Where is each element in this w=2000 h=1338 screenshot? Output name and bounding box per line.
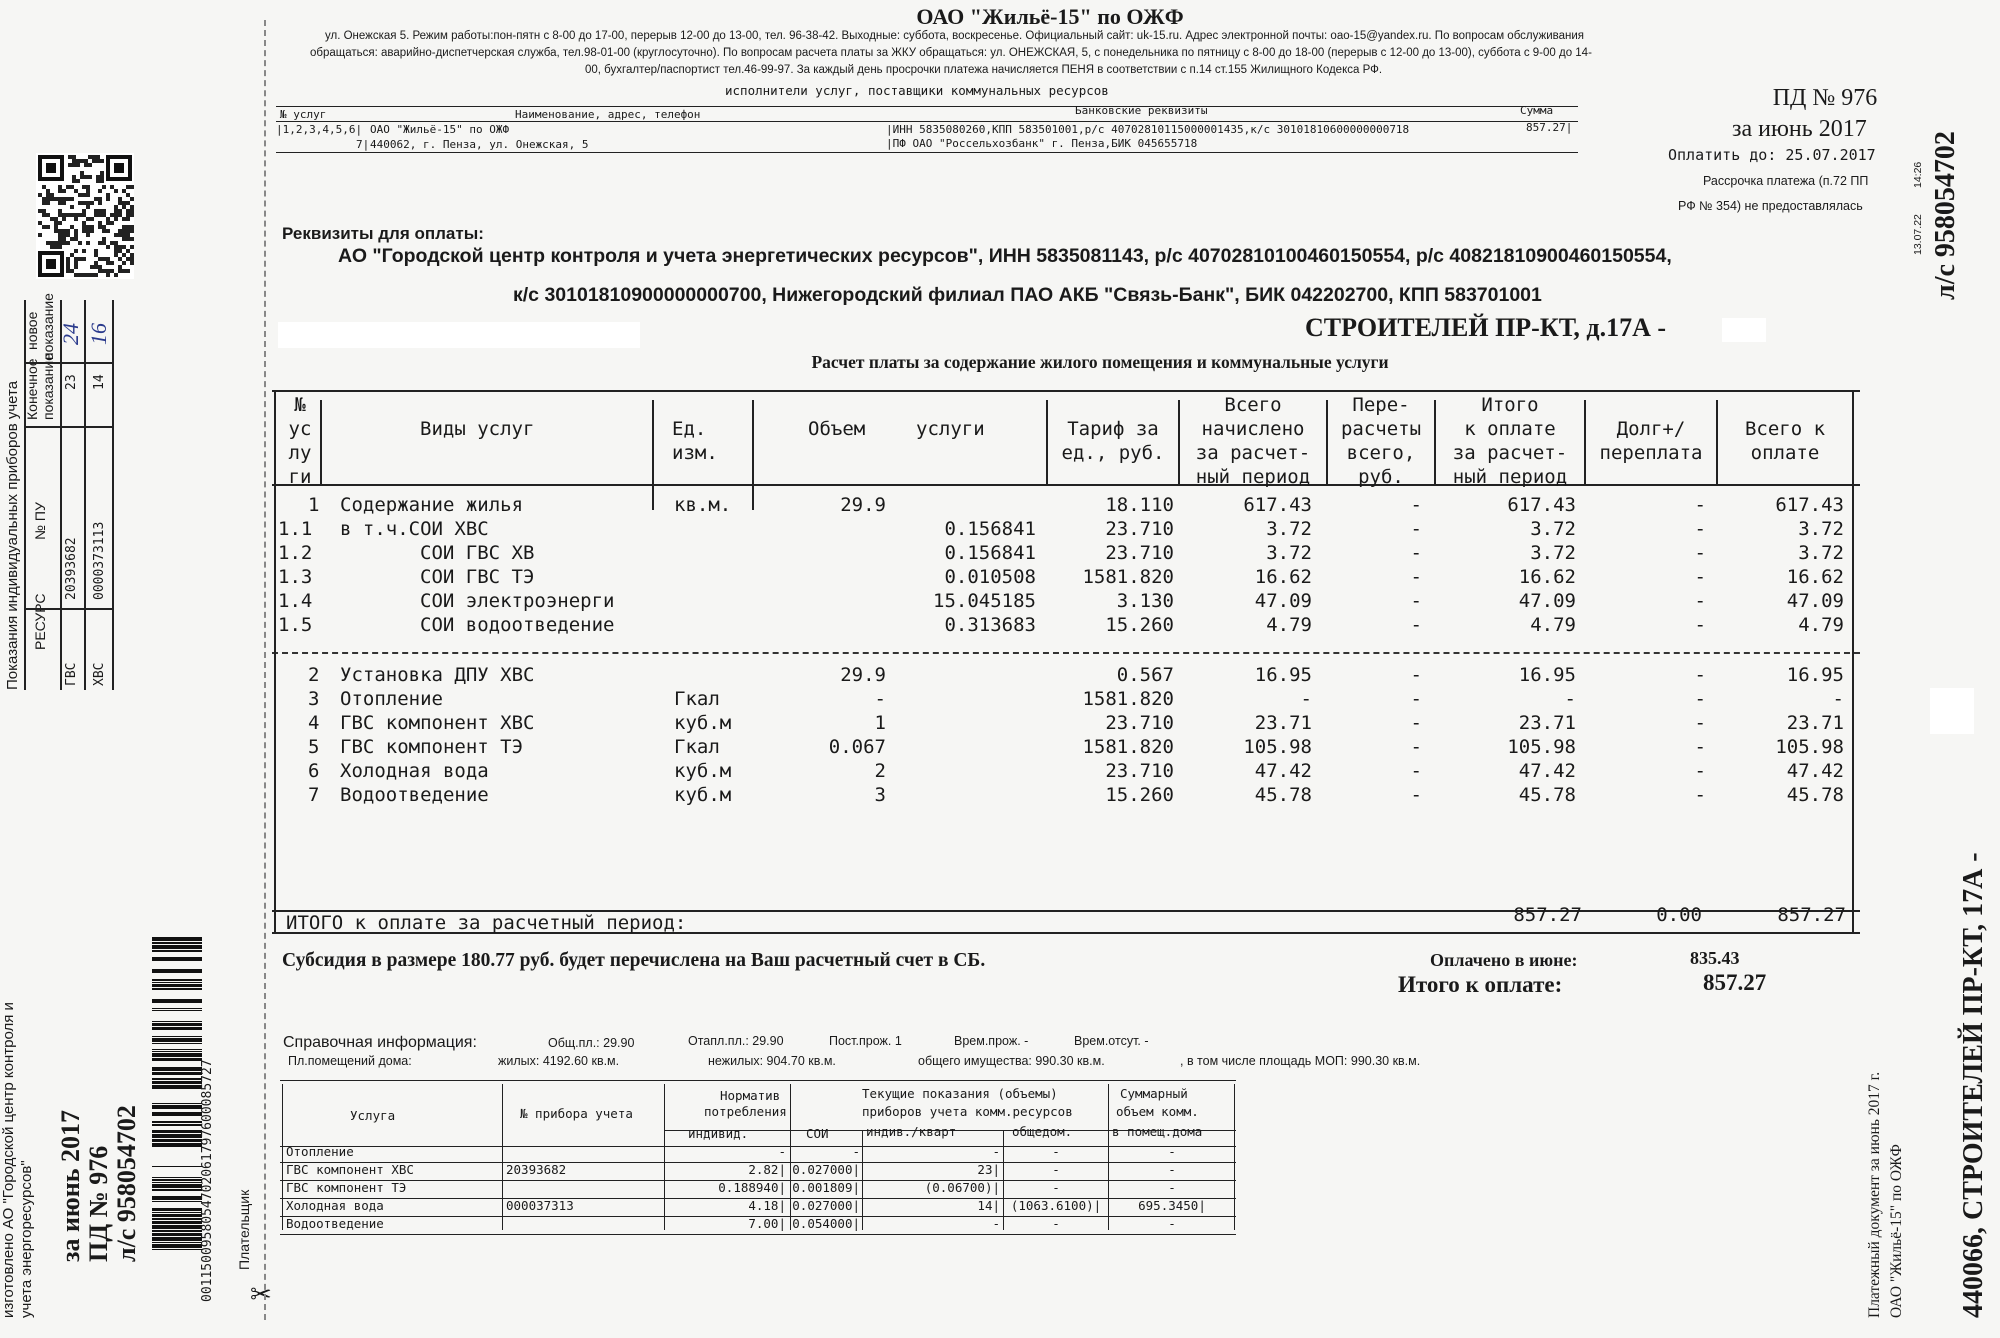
table-row-recalc: - [1410, 784, 1422, 806]
redaction-name [278, 322, 640, 348]
table-row-total: 23.71 [1518, 712, 1576, 734]
installment-line2: РФ № 354) не предоставлялась [1678, 199, 1863, 213]
table-row-accrued: 16.95 [1254, 664, 1312, 686]
meters-h-cur-house: общедом. [1012, 1124, 1073, 1139]
table-row-topay: 16.62 [1786, 566, 1844, 588]
table-row-vol: 29.9 [840, 664, 886, 686]
col-header-tariff: ед., руб. [1061, 442, 1165, 464]
table-row-debt: - [1694, 566, 1706, 588]
table-row-tariff: 0.567 [1116, 664, 1174, 686]
col-header-debt: Долг+/ [1616, 418, 1686, 440]
barcode-icon [152, 925, 202, 1255]
meters-row-meter: 000037313 [506, 1198, 574, 1213]
table-row-recalc: - [1410, 760, 1422, 782]
table-row-vol: 3 [874, 784, 886, 806]
table-row-name: Водоотведение [340, 784, 489, 806]
table-row-name: Холодная вода [340, 760, 489, 782]
table-row-unit: куб.м [674, 784, 732, 806]
requisites-address: СТРОИТЕЛЕЙ ПР-КТ, д.17А - [1305, 313, 1667, 342]
col-header-accrued: Всего [1224, 394, 1282, 416]
info-l2d: общего имущества: 990.30 кв.м. [918, 1054, 1105, 1068]
coupon-ls: л/с 958054702 [112, 1105, 141, 1262]
meters-row-indiv: 0.188940| [718, 1180, 786, 1195]
table-row-name: в т.ч.СОИ ХВС [340, 518, 489, 540]
col-header-total: за расчет- [1452, 442, 1568, 464]
coupon-r1-final: 23 [64, 374, 79, 390]
coupon-r2-final: 14 [92, 374, 107, 390]
table-row-total: 3.72 [1530, 518, 1576, 540]
meters-row-indiv: 7.00| [748, 1216, 786, 1231]
table-row-total: - [1564, 688, 1576, 710]
table-row-num: 1.3 [278, 566, 313, 588]
prov-h-num: № услуг [280, 108, 327, 121]
table-row-accrued: - [1300, 688, 1312, 710]
prov-h-sum: Сумма [1520, 104, 1554, 117]
table-row-tariff: 23.710 [1105, 542, 1174, 564]
qr-code [36, 153, 134, 279]
info-l1a: Общ.пл.: 29.90 [548, 1036, 635, 1050]
table-row-unit: кв.м. [674, 494, 732, 516]
meters-row-cur: 23| [977, 1162, 1000, 1177]
paid-label: Оплачено в июне: [1430, 950, 1578, 970]
table-row-name: СОИ ГВС ТЭ [420, 566, 535, 588]
coupon-h-final2: показание [40, 353, 56, 420]
col-header-unit: изм. [672, 442, 718, 464]
meters-row-house: - [1052, 1162, 1060, 1177]
col-header-num: лу [288, 442, 312, 464]
col-header-tariff: Тариф за [1067, 418, 1159, 440]
table-row-total: 3.72 [1530, 542, 1576, 564]
right-doc1: Платежный документ за июнь 2017 г. [1866, 1071, 1883, 1318]
meters-row-indiv: 2.82| [748, 1162, 786, 1177]
meters-row-sum: - [1168, 1216, 1176, 1231]
table-row-topay: 3.72 [1798, 542, 1844, 564]
table-row-debt: - [1694, 590, 1706, 612]
right-doc2: ОАО "Жильё-15" по ОЖФ [1888, 1144, 1905, 1318]
requisites-label: Реквизиты для оплаты: [282, 224, 484, 243]
table-row-accrued: 105.98 [1243, 736, 1312, 758]
table-row-topay: - [1832, 688, 1844, 710]
pd-number: ПД № 976 [1772, 85, 1878, 111]
meters-row-cur: 14| [977, 1198, 1000, 1213]
coupon-r1-num: 20393682 [64, 537, 79, 600]
total-topay: 857.27 [1777, 904, 1846, 926]
col-header-unit: Ед. [672, 418, 707, 440]
right-address: 440066, СТРОИТЕЛЕЙ ПР-КТ, 17А - [1958, 852, 1989, 1318]
meters-row-soi: 0.001809| [792, 1180, 860, 1195]
table-row-vol2: 0.156841 [944, 518, 1036, 540]
table-row-accrued: 3.72 [1266, 518, 1312, 540]
table-row-topay: 4.79 [1798, 614, 1844, 636]
table-row-tariff: 15.260 [1105, 784, 1174, 806]
info-label: Справочная информация: [283, 1034, 477, 1051]
calc-title: Расчет платы за содержание жилого помещения и коммунальные услуги [811, 352, 1389, 372]
info-l2a: Пл.помещений дома: [288, 1054, 412, 1068]
col-header-total: ный период [1452, 466, 1568, 488]
table-row-name: Отопление [340, 688, 443, 710]
redaction-right [1930, 688, 1974, 734]
table-row-total: 45.78 [1518, 784, 1576, 806]
meters-row-line [280, 1234, 1236, 1235]
table-row-tariff: 1581.820 [1082, 566, 1174, 588]
col-header-topay: Всего к [1744, 418, 1826, 440]
table-row-num: 1 [308, 494, 320, 516]
table-row-tariff: 18.110 [1105, 494, 1174, 516]
table-row-debt: - [1694, 784, 1706, 806]
pay-by: Оплатить до: 25.07.2017 [1668, 146, 1876, 164]
org-title: ОАО "Жильё-15" по ОЖФ [916, 4, 1184, 29]
barcode [152, 925, 202, 1255]
scissors-icon: ✂ [250, 1280, 272, 1310]
meters-row-sum: - [1168, 1180, 1176, 1195]
info-l1c: Пост.прож. 1 [829, 1034, 902, 1048]
table-row-recalc: - [1410, 664, 1422, 686]
grand-value: 857.27 [1703, 970, 1767, 995]
meters-h-indiv: индивид. [688, 1126, 749, 1141]
total-label: ИТОГО к оплате за расчетный период: [286, 912, 687, 934]
table-row-tariff: 3.130 [1116, 590, 1174, 612]
meters-row-meter: 20393682 [506, 1162, 567, 1177]
total-debt: 0.00 [1656, 904, 1702, 926]
coupon-h-new2: показание [40, 293, 56, 360]
table-row-name: ГВС компонент ХВС [340, 712, 535, 734]
table-row-accrued: 16.62 [1254, 566, 1312, 588]
table-row-vol2: 15.045185 [933, 590, 1036, 612]
meters-h-service: Услуга [350, 1108, 396, 1123]
coupon-r2-num: 0000373113 [92, 521, 107, 600]
coupon-r1-res: ГВС [64, 662, 79, 686]
table-row-debt: - [1694, 494, 1706, 516]
table-row-topay: 3.72 [1798, 518, 1844, 540]
prov-r2-name: 440062, г. Пенза, ул. Онежская, 5 [370, 138, 589, 151]
prov-r2-bank: |ПФ ОАО "Россельхозбанк" г. Пенза,БИК 045655718 [886, 137, 1198, 150]
cut-line [264, 20, 266, 1320]
meters-h-sum: Суммарный [1120, 1086, 1188, 1101]
coupon-r2-res: ХВС [92, 662, 107, 686]
table-row-unit: куб.м [674, 712, 732, 734]
meters-row-house: (1063.6100)| [1010, 1198, 1102, 1213]
header-line3: 00, бухгалтер/паспортист тел.46-99-97. За каждый день просрочки платежа начисляется ПЕНЯ в соответствии с п.14 ст.155 Жилищного Кодекса РФ. [585, 64, 1383, 76]
table-row-total: 16.62 [1518, 566, 1576, 588]
subsidy-note: Субсидия в размере 180.77 руб. будет перечислена на Ваш расчетный счет в СБ. [282, 950, 986, 971]
col-header-debt: переплата [1599, 442, 1703, 464]
meters-row-service: Водоотведение [286, 1216, 384, 1231]
table-row-vol: 2 [874, 760, 886, 782]
table-row-tariff: 1581.820 [1082, 736, 1174, 758]
table-row-total: 105.98 [1507, 736, 1576, 758]
table-row-vol: - [874, 688, 886, 710]
table-row-debt: - [1694, 614, 1706, 636]
col-header-total: к оплате [1464, 418, 1556, 440]
table-row-name: Содержание жилья [340, 494, 524, 516]
meters-row-service: ГВС компонент ТЭ [286, 1180, 407, 1195]
meters-h-sum3: в помещ.дома [1112, 1124, 1203, 1139]
info-l1d: Врем.прож. - [954, 1034, 1029, 1048]
table-row-recalc: - [1410, 712, 1422, 734]
coupon-h-res: РЕСУРС [32, 593, 48, 650]
table-row-total: 16.95 [1518, 664, 1576, 686]
info-l1b: Отапл.пл.: 29.90 [688, 1034, 784, 1048]
table-row-num: 7 [308, 784, 320, 806]
coupon-h-new: новое [24, 311, 40, 350]
coupon-r2-new[interactable]: 16 [86, 323, 111, 345]
col-header-total: Итого [1481, 394, 1539, 416]
meters-h-norm: Норматив [720, 1088, 781, 1103]
table-row-topay: 45.78 [1786, 784, 1844, 806]
table-row-topay: 105.98 [1775, 736, 1844, 758]
table-row-name: Установка ДПУ ХВС [340, 664, 535, 686]
coupon-pd: ПД № 976 [84, 1145, 113, 1262]
meters-row-house: - [1052, 1144, 1060, 1159]
table-row-accrued: 4.79 [1266, 614, 1312, 636]
total-total: 857.27 [1513, 904, 1582, 926]
table-row-recalc: - [1410, 688, 1422, 710]
installment-line1: Рассрочка платежа (п.72 ПП [1703, 174, 1869, 188]
coupon-r1-new[interactable]: 24 [58, 323, 83, 345]
meters-h-cur-indiv: индив./кварт [866, 1124, 957, 1139]
meters-h-cur2: приборов учета комм.ресурсов [862, 1104, 1073, 1119]
table-row-debt: - [1694, 712, 1706, 734]
table-row-debt: - [1694, 736, 1706, 758]
col-header-service: Виды услуг [420, 418, 535, 440]
table-row-topay: 47.42 [1786, 760, 1844, 782]
table-row-num: 2 [308, 664, 320, 686]
right-ls: л/с 958054702 [1930, 131, 1961, 300]
table-row-num: 1.1 [278, 518, 313, 540]
prov-r1-bank: |ИНН 5835080260,КПП 583501001,р/с 40702810115000001435,к/с 30101810600000000718 [886, 123, 1410, 136]
col-header-accrued: за расчет- [1195, 442, 1311, 464]
col-header-num: № [294, 394, 306, 416]
info-l1e: Врем.отсут. - [1074, 1034, 1149, 1048]
prov-h-bank: Банковские реквизиты [1075, 104, 1208, 117]
col-header-recalc: руб. [1358, 466, 1404, 488]
table-row-tariff: 23.710 [1105, 712, 1174, 734]
table-row-recalc: - [1410, 614, 1422, 636]
table-row-topay: 16.95 [1786, 664, 1844, 686]
table-row-num: 6 [308, 760, 320, 782]
table-row-total: 47.09 [1518, 590, 1576, 612]
table-row-debt: - [1694, 542, 1706, 564]
table-row-total: 4.79 [1530, 614, 1576, 636]
table-row-tariff: 23.710 [1105, 760, 1174, 782]
table-row-accrued: 45.78 [1254, 784, 1312, 806]
table-row-recalc: - [1410, 494, 1422, 516]
col-header-volume2: услуги [916, 418, 985, 440]
coupon-h-num: № ПУ [32, 502, 48, 540]
table-row-recalc: - [1410, 736, 1422, 758]
providers-title: исполнители услуг, поставщики коммунальных ресурсов [725, 83, 1109, 98]
table-row-vol2: 0.156841 [944, 542, 1036, 564]
meters-row-cur: - [992, 1144, 1000, 1159]
meters-row-soi: - [852, 1144, 860, 1159]
meters-h-sum2: объем комм. [1116, 1104, 1199, 1119]
table-row-unit: Гкал [674, 688, 720, 710]
info-l2e: , в том числе площадь МОП: 990.30 кв.м. [1180, 1054, 1421, 1068]
coupon-h-final: Конечное [24, 358, 40, 420]
table-row-debt: - [1694, 688, 1706, 710]
stamp-time: 14:26 [1912, 161, 1924, 188]
col-header-recalc: Пере- [1352, 394, 1410, 416]
table-row-recalc: - [1410, 518, 1422, 540]
table-row-accrued: 47.42 [1254, 760, 1312, 782]
meters-h-soi: СОИ [806, 1126, 829, 1141]
meters-row-soi: 0.054000| [792, 1216, 860, 1231]
prov-h-name: Наименование, адрес, телефон [515, 108, 701, 121]
table-row-recalc: - [1410, 542, 1422, 564]
header-line1: ул. Онежская 5. Режим работы:пон-пятн с 8-00 до 17-00, перерыв 12-00 до 13-00, тел. 96-38-42. Выходные: суббота, воскресенье. Официальный сайт: uk-15.ru. Адрес электронной почты: oao-15@yandex.ru. По вопросам обслуживания [325, 30, 1584, 42]
table-row-vol: 1 [874, 712, 886, 734]
table-row-topay: 23.71 [1786, 712, 1844, 734]
doc-period: за июнь 2017 [1732, 116, 1867, 142]
col-header-topay: оплате [1750, 442, 1820, 464]
meters-row-sum: - [1168, 1144, 1176, 1159]
col-header-volume: Объем [808, 418, 866, 440]
table-row-accrued: 3.72 [1266, 542, 1312, 564]
meters-row-soi: 0.027000| [792, 1198, 860, 1213]
table-row-unit: Гкал [674, 736, 720, 758]
table-row-debt: - [1694, 664, 1706, 686]
table-row-num: 5 [308, 736, 320, 758]
meters-h-cur: Текущие показания (объемы) [862, 1086, 1058, 1101]
header-line2: обращаться: аварийно-диспетчерская служба, тел.98-01-00 (круглосуточно). По вопросам расчета платы за ЖКУ обращаться: ул. ОНЕЖСКАЯ, 5, с понедельника по пятницу с 8-00 до 18-00 (перерыв с 12-00 до 13-00), суббота с 9-00 до 14- [310, 47, 1592, 59]
table-row-topay: 617.43 [1775, 494, 1844, 516]
table-row-tariff: 1581.820 [1082, 688, 1174, 710]
table-row-name: СОИ ГВС ХВ [420, 542, 535, 564]
info-l2c: нежилых: 904.70 кв.м. [708, 1054, 836, 1068]
table-row-topay: 47.09 [1786, 590, 1844, 612]
meters-h-meter: № прибора учета [520, 1106, 633, 1121]
table-row-vol: 29.9 [840, 494, 886, 516]
table-row-unit: куб.м [674, 760, 732, 782]
table-row-name: ГВС компонент ТЭ [340, 736, 524, 758]
table-row-num: 1.4 [278, 590, 313, 612]
prov-r1-sum: 857.27| [1526, 121, 1573, 134]
meters-row-indiv: 4.18| [748, 1198, 786, 1213]
redaction-apt [1722, 318, 1766, 342]
coupon-period: за июнь 2017 [56, 1109, 85, 1262]
coupon-maker1: изготовлено АО "Городской центр контроля и [0, 1002, 17, 1318]
table-row-accrued: 617.43 [1243, 494, 1312, 516]
meters-row-house: - [1052, 1180, 1060, 1195]
requisites-line2: к/с 30101810900000000700, Нижегородский филиал ПАО АКБ "Связь-Банк", БИК 042202700, КПП 583701001 [513, 284, 1542, 306]
table-row-name: СОИ электроэнерги [420, 590, 615, 612]
col-header-num: ус [288, 418, 312, 440]
col-header-recalc: расчеты [1340, 418, 1422, 440]
table-row-vol2: 0.313683 [944, 614, 1036, 636]
meters-row-service: Отопление [286, 1144, 354, 1159]
coupon-title: Показания индивидуальных приборов учета [4, 380, 21, 690]
table-row-debt: - [1694, 760, 1706, 782]
table-row-num: 1.5 [278, 614, 313, 636]
table-row-vol2: 0.010508 [944, 566, 1036, 588]
col-header-num: ги [288, 466, 312, 488]
meters-row-service: ГВС компонент ХВС [286, 1162, 414, 1177]
table-row-name: СОИ водоотведение [420, 614, 615, 636]
meters-row-house: - [1052, 1216, 1060, 1231]
meters-row-cur: - [992, 1216, 1000, 1231]
barcode-number: 0011500958054702061797600085727 [200, 1059, 215, 1302]
prov-r1-name: ОАО "Жильё-15" по ОЖФ [370, 123, 510, 136]
qr-icon [36, 153, 134, 279]
meters-row-sum: 695.3450| [1138, 1198, 1206, 1213]
table-row-tariff: 23.710 [1105, 518, 1174, 540]
paid-value: 835.43 [1690, 948, 1740, 968]
meters-row-service: Холодная вода [286, 1198, 384, 1213]
table-row-num: 3 [308, 688, 320, 710]
requisites-line1: АО "Городской центр контроля и учета энергетических ресурсов", ИНН 5835081143, р/с 40702810100460150554, р/с 40821810900460150554, [338, 245, 1672, 267]
table-row-recalc: - [1410, 566, 1422, 588]
meters-row-indiv: - [778, 1144, 786, 1159]
table-row-total: 617.43 [1507, 494, 1576, 516]
info-l2b: жилых: 4192.60 кв.м. [498, 1054, 620, 1068]
prov-r1-num: |1,2,3,4,5,6| [276, 123, 363, 136]
grand-label: Итого к оплате: [1398, 972, 1563, 997]
table-row-num: 1.2 [278, 542, 313, 564]
table-row-debt: - [1694, 518, 1706, 540]
meters-h-norm2: потребления [704, 1104, 787, 1119]
col-header-recalc: всего, [1346, 442, 1416, 464]
col-header-accrued: начислено [1201, 418, 1305, 440]
coupon-meter-table [4, 293, 124, 690]
payer-label: Плательщик [236, 1189, 252, 1270]
table-row-vol: 0.067 [828, 736, 886, 758]
meters-row-soi: 0.027000| [792, 1162, 860, 1177]
table-row-tariff: 15.260 [1105, 614, 1174, 636]
table-row-recalc: - [1410, 590, 1422, 612]
meters-row-sum: - [1168, 1162, 1176, 1177]
table-row-accrued: 23.71 [1254, 712, 1312, 734]
table-row-accrued: 47.09 [1254, 590, 1312, 612]
table-row-total: 47.42 [1518, 760, 1576, 782]
stamp-date: 13.07.22 [1912, 214, 1924, 255]
table-row-num: 4 [308, 712, 320, 734]
col-header-accrued: ный период [1195, 466, 1311, 488]
prov-r2-num: 7| [356, 138, 370, 151]
meters-row-cur: (0.06700)| [924, 1180, 1000, 1195]
coupon-maker2: учета энергоресурсов" [18, 1160, 35, 1318]
